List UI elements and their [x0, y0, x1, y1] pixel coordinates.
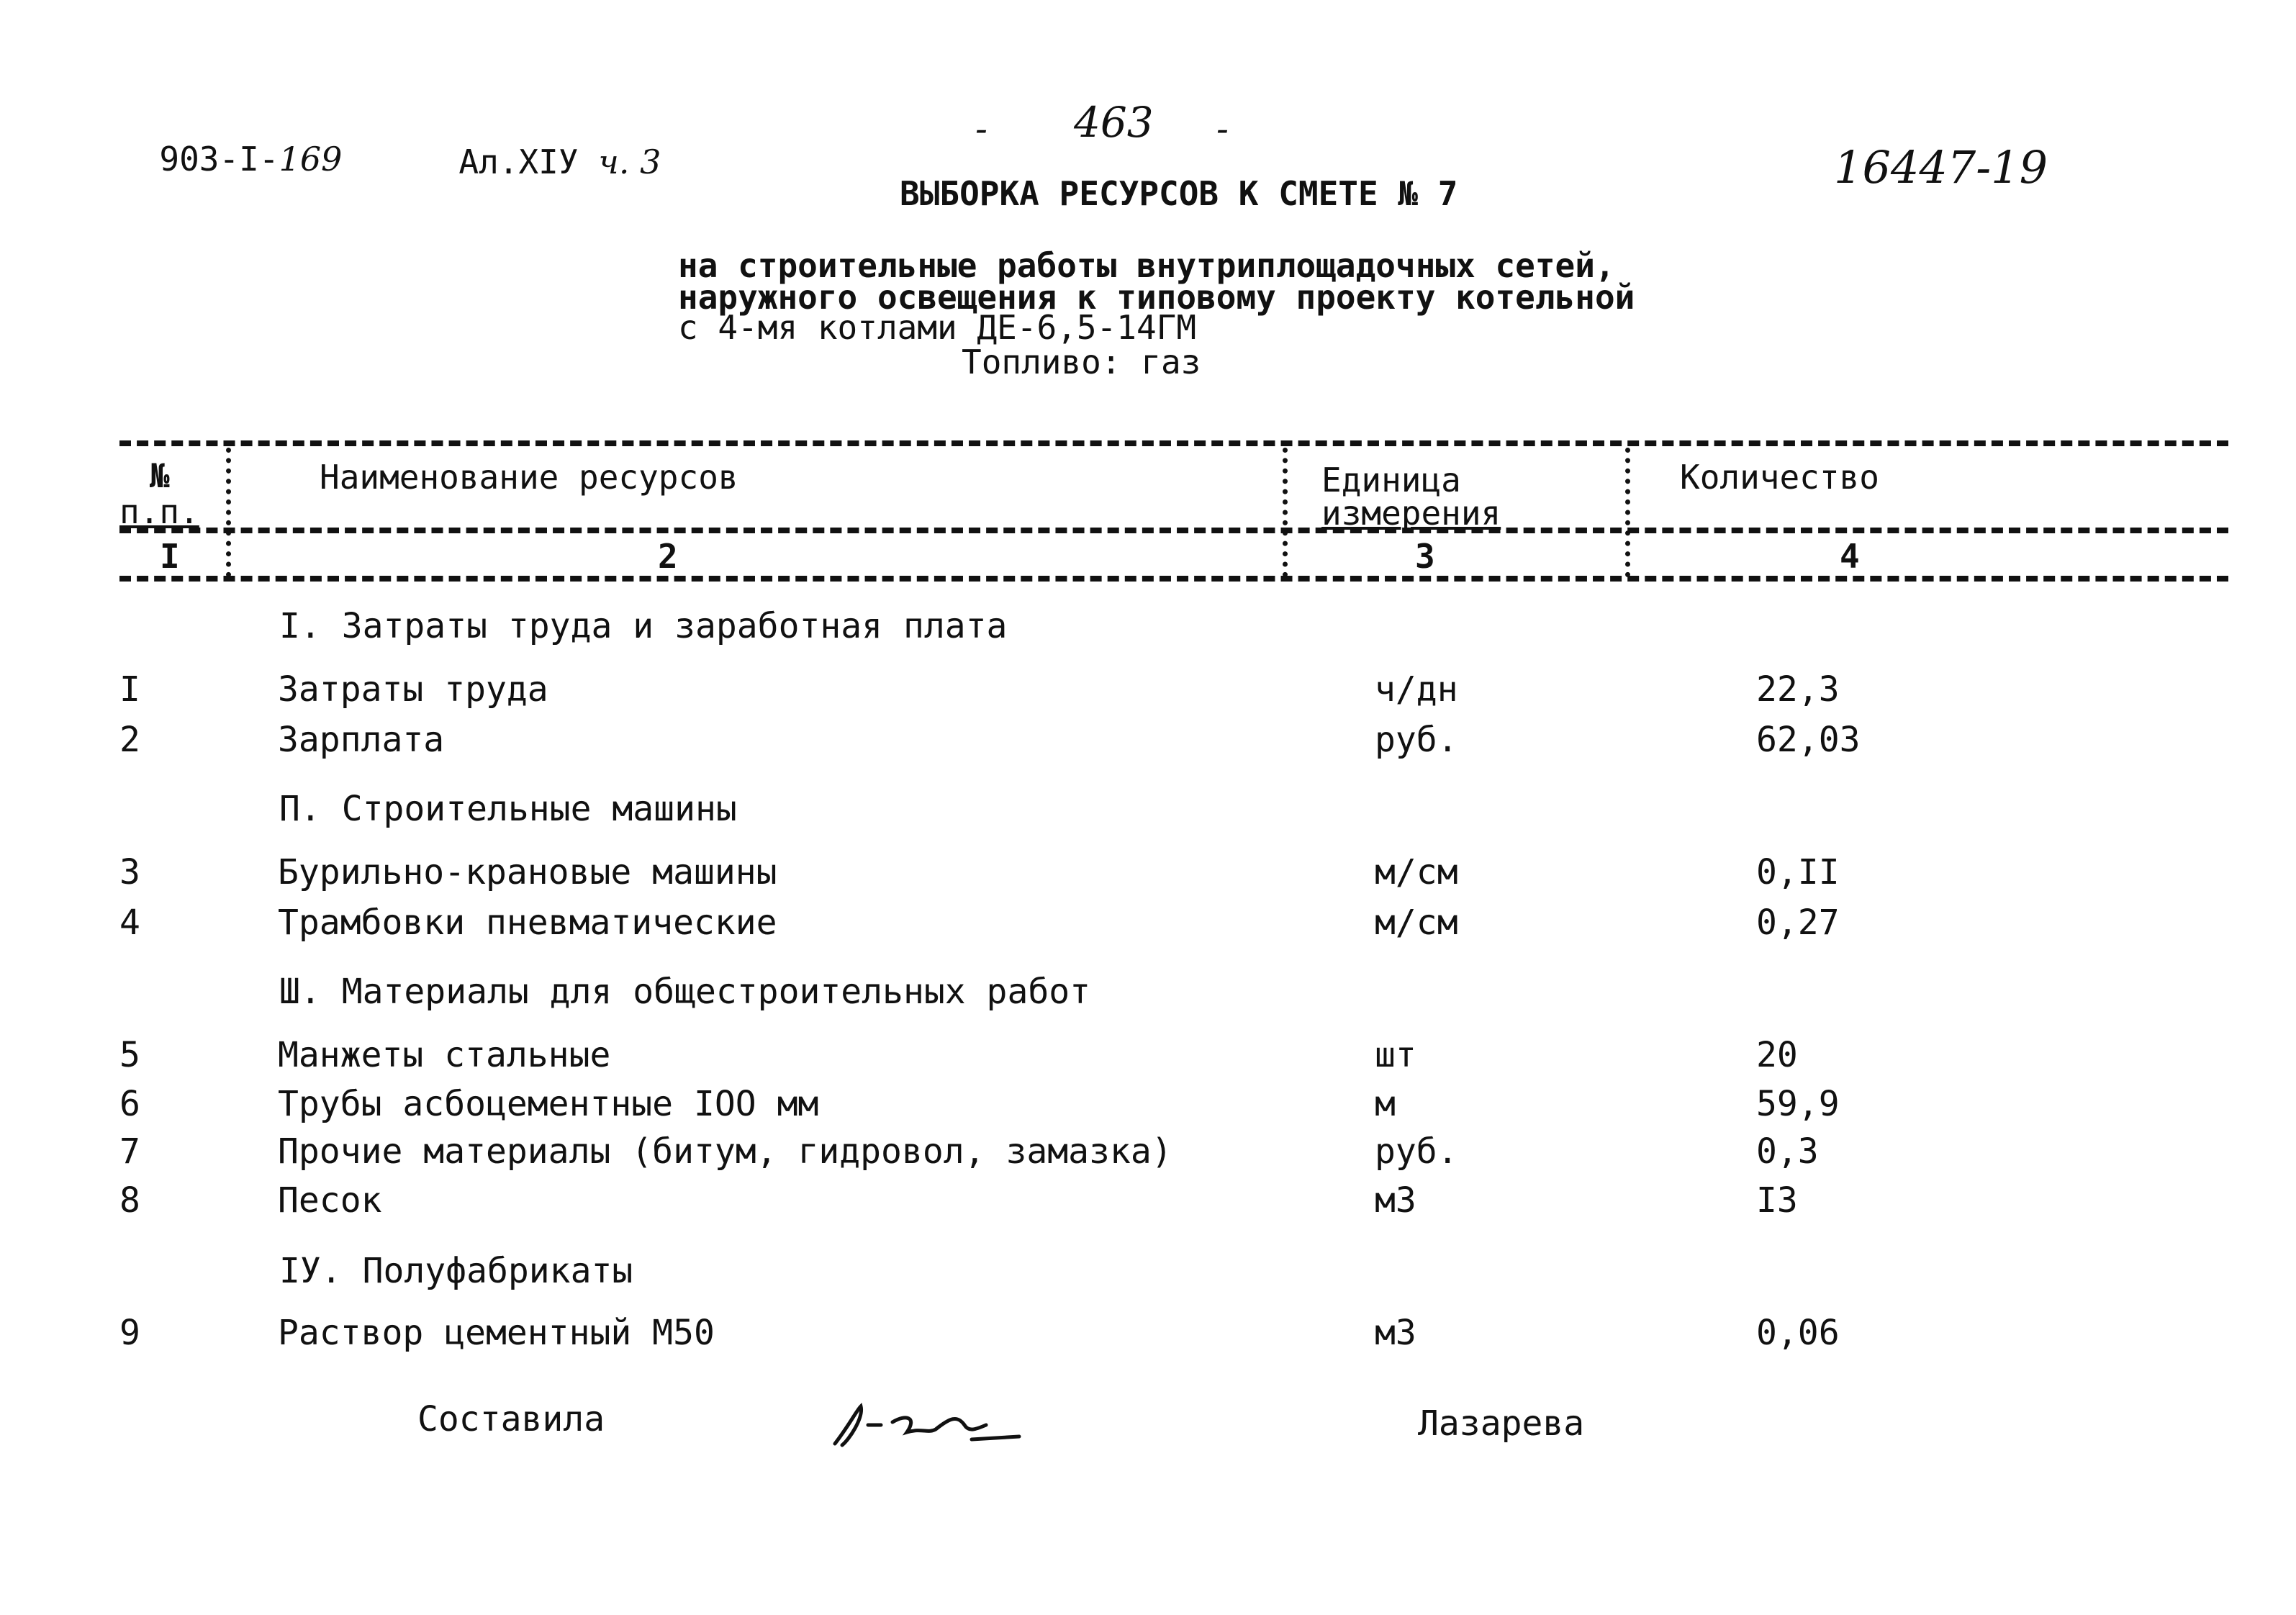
header-name: Наименование ресурсов	[320, 458, 738, 497]
reference-number: 16447-19	[1834, 141, 2048, 194]
column-number-2: 2	[658, 537, 678, 576]
row-unit: шт	[1375, 1035, 1416, 1075]
section-title: Ш. Материалы для общестроительных работ	[279, 972, 1091, 1012]
row-name: Трубы асбоцементные IOO мм	[278, 1084, 819, 1124]
row-unit: руб.	[1375, 720, 1458, 760]
row-qty: 0,3	[1756, 1131, 1819, 1172]
row-no: 7	[119, 1131, 140, 1172]
row-qty: I3	[1756, 1180, 1798, 1221]
row-name: Трамбовки пневматические	[278, 902, 777, 943]
column-divider-1	[226, 448, 231, 577]
section-title: П. Строительные машины	[279, 789, 737, 829]
row-name: Затраты труда	[278, 669, 548, 710]
row-qty: 0,II	[1756, 852, 1840, 892]
album-code	[419, 104, 661, 181]
row-no: 6	[119, 1084, 140, 1124]
row-name: Зарплата	[278, 720, 445, 760]
row-no: I	[119, 669, 140, 710]
subtitle-line-4: Топливо: газ	[962, 343, 1201, 381]
row-name: Манжеты стальные	[278, 1035, 611, 1075]
compiled-by-label: Составила	[417, 1399, 605, 1439]
subtitle-line-2: наружного освещения к типовому проекту котельной	[678, 278, 1635, 317]
header-no: №	[150, 456, 170, 495]
row-name: Бурильно-крановые машины	[278, 852, 777, 892]
table-top-rule	[119, 440, 2228, 446]
subtitle-line-1: на строительные работы внутриплощадочных сетей,	[678, 246, 1615, 285]
row-qty: 0,06	[1756, 1313, 1840, 1353]
doc-code	[119, 101, 342, 178]
doc-code-printed: 903-I-	[159, 140, 279, 178]
document-title: ВЫБОРКА РЕСУРСОВ К СМЕТЕ № 7	[900, 174, 1458, 213]
row-no: 4	[119, 902, 140, 943]
row-unit: ч/дн	[1375, 669, 1458, 710]
row-unit: м/см	[1375, 852, 1458, 892]
row-name: Песок	[278, 1180, 382, 1221]
row-name: Раствор цементный М50	[278, 1313, 715, 1353]
column-divider-3	[1625, 448, 1630, 577]
row-unit: м/см	[1375, 902, 1458, 943]
page-dash-left: -	[975, 108, 987, 150]
section-title: IУ. Полуфабрикаты	[279, 1251, 633, 1291]
row-no: 9	[119, 1313, 140, 1353]
row-qty: 62,03	[1756, 720, 1861, 760]
row-qty: 20	[1756, 1035, 1798, 1075]
row-no: 8	[119, 1180, 140, 1221]
table-header-bottom-rule	[119, 576, 2228, 582]
header-qty: Количество	[1680, 458, 1879, 497]
row-qty: 22,3	[1756, 669, 1840, 710]
column-divider-2	[1283, 448, 1288, 577]
row-unit: м3	[1375, 1313, 1416, 1353]
header-no-2: п.п.	[119, 492, 199, 531]
row-unit: м	[1375, 1084, 1396, 1124]
row-no: 3	[119, 852, 140, 892]
row-qty: 59,9	[1756, 1084, 1840, 1124]
row-no: 2	[119, 720, 140, 760]
header-unit-2: измерения	[1321, 494, 1501, 533]
header-unit: Единица	[1321, 461, 1461, 499]
signer-name: Лазарева	[1418, 1403, 1585, 1444]
page-number: 463	[1074, 98, 1154, 147]
row-unit: руб.	[1375, 1131, 1458, 1172]
page-dash-right: -	[1216, 108, 1229, 150]
section-title: I. Затраты труда и заработная плата	[279, 606, 1008, 646]
signature	[828, 1396, 1029, 1454]
row-unit: м3	[1375, 1180, 1416, 1221]
row-qty: 0,27	[1756, 902, 1840, 943]
album-handwritten: ч. 3	[598, 142, 661, 181]
column-number-3: 3	[1415, 537, 1435, 576]
row-name: Прочие материалы (битум, гидровол, замазка)	[278, 1131, 1172, 1172]
doc-code-handwritten: 169	[279, 140, 343, 178]
album-printed: Ал.XIУ	[458, 142, 579, 181]
column-number-4: 4	[1840, 537, 1860, 576]
column-number-1: I	[160, 537, 180, 576]
row-no: 5	[119, 1035, 140, 1075]
subtitle-line-3: с 4-мя котлами ДЕ-6,5-14ГМ	[678, 308, 1197, 347]
table-header-mid-rule	[119, 528, 2228, 533]
